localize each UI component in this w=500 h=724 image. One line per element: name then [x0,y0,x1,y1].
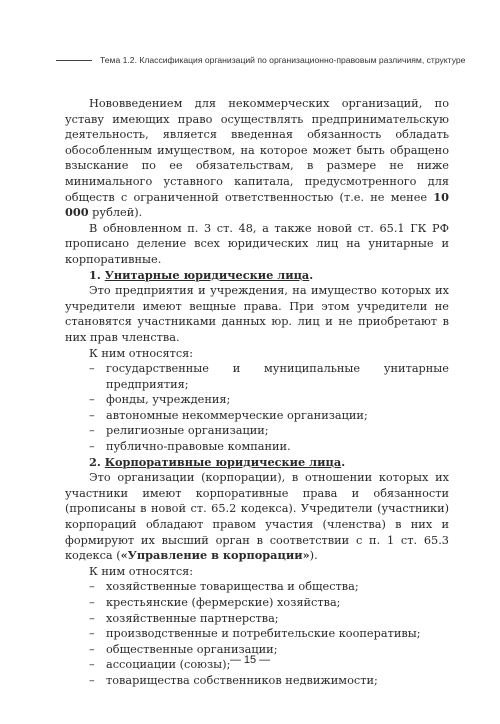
header-rule [56,60,92,61]
dash-bullet: – [89,393,95,407]
paragraph-text: Это организации (корпорации), в отношении которых их участники имеют корпоративные права и обязанности (прописаны в новой ст. 65.2 кодекса). Учредители (участники) корпораций обладают правом участия (членства) в них и формируют их высший орган в соответствии с п. 1 ст. 65.3 кодекса ( [65,471,449,563]
list-item [65,595,449,611]
list-item [65,439,449,455]
list-item [65,611,449,627]
corporate-list [65,579,449,688]
list-item-text: производственные и потребительские кооперативы; [106,627,421,641]
unitary-list [65,361,449,455]
list-item [65,408,449,424]
heading-text: Унитарные юридические лица [104,267,310,282]
heading-number: 1. [89,267,105,282]
list-item [65,392,449,408]
paragraph-division: В обновленном п. 3 ст. 48, а также новой ст. 65.1 ГК РФ прописано деление всех юридических лиц на унитарные и корпоративные. [65,221,449,266]
list-item-text: общественные организации; [106,642,278,656]
list-item-text: публично-правовые компании. [106,440,291,454]
list-item-text: крестьянские (фермерские) хозяйства; [106,596,341,609]
list-item-text: хозяйственные товарищества и общества; [106,580,359,594]
bold-amount: 10 000 [65,189,449,220]
list-item-text: автономные некоммерческие организации; [106,408,368,422]
list-item-text: товарищества собственников недвижимости; [106,673,378,687]
dash-bullet: – [89,658,95,672]
paragraph-unitary-definition: Это предприятия и учреждения, на имущество которых их учредители имеют вещные права. При этом учредители не становятся участниками данных юр. лиц и не приобретают в них прав членства. [65,284,449,344]
page-body [65,96,449,689]
dash-bullet: – [89,642,95,656]
page-number: — 15 — [229,654,271,666]
list-item-text: религиозные организации; [106,424,269,438]
list-item-text: государственные и муниципальные унитарные предприятия; [106,362,449,391]
heading-end: . [309,267,314,282]
dash-bullet: – [89,611,95,625]
bold-reference: «Управление в корпорации» [120,548,310,563]
list-item [65,579,449,595]
section-heading-unitary [65,268,449,284]
dash-bullet: – [89,627,95,641]
paragraph-text-end: ). [309,549,318,563]
list-item-text: хозяйственные партнерства; [106,611,279,625]
heading-number: 2. [89,454,105,469]
list-item [65,361,449,392]
paragraph-text: Нововведением для некоммерческих организаций, по уставу имеющих право осуществлять предпринимательскую деятельность, является введенная обязанность обладать обособленным имуществом, на которое может быть обращено взыскание по ее обязательствам, в размере не ниже минимального уставного капитала, предусмотренного для обществ с ограниченной ответственностью (т.е. не менее [65,97,449,204]
paragraph-text-end: рублей). [88,206,143,220]
list-item [65,626,449,642]
dash-bullet: – [89,580,95,594]
dash-bullet: – [89,673,95,687]
running-title: Тема 1.2. Классификация организаций по организационно-правовым различиям, структуре [100,55,466,65]
list-item-text: фонды, учреждения; [106,393,231,407]
paragraph-list-intro: К ним относятся: [89,564,194,578]
heading-text: Корпоративные юридические лица [104,454,342,469]
paragraph-nonprofit-innovation [65,96,449,221]
list-item [65,673,449,689]
paragraph-corporate-definition [65,470,449,564]
section-heading-corporate [65,455,449,471]
dash-bullet: – [89,596,95,609]
dash-bullet: – [89,440,95,454]
paragraph-list-intro: К ним относятся: [89,346,194,360]
list-item-text: ассоциации (союзы); [106,658,231,672]
running-header [56,53,466,67]
heading-end: . [341,454,346,469]
list-item [65,423,449,439]
dash-bullet: – [89,362,95,376]
dash-bullet: – [89,424,95,438]
dash-bullet: – [89,408,95,422]
